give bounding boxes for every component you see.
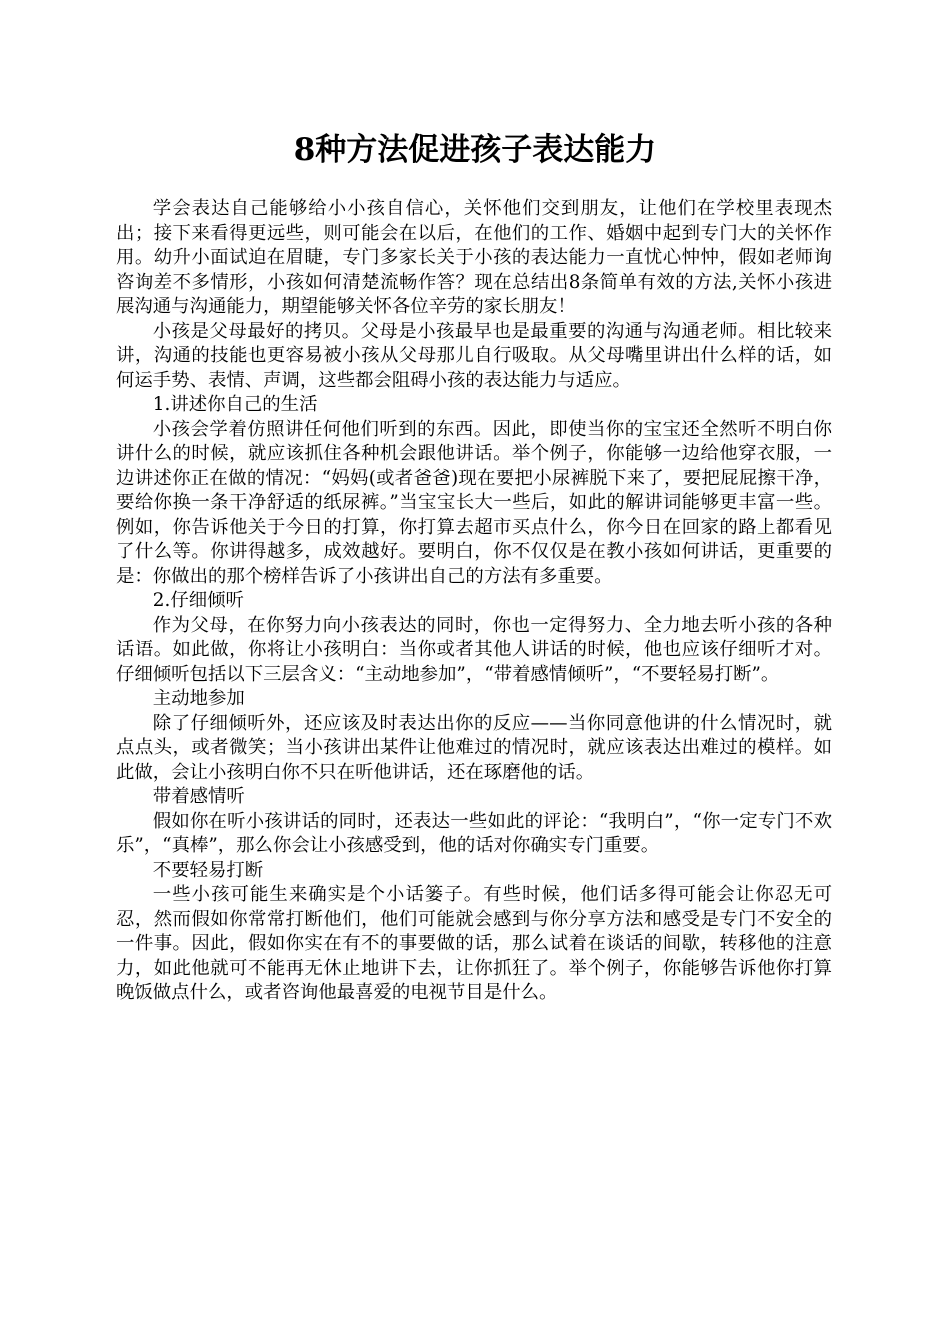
section-heading-1: 1.讲述你自己的生活 <box>152 394 318 415</box>
subheading-do-not-interrupt: 不要轻易打断 <box>152 859 264 881</box>
subheading-participate: 主动地参加 <box>152 688 245 709</box>
section-heading-2: 2.仔细倾听 <box>152 590 244 611</box>
paragraph-listen-with-feeling: 假如你在听小孩讲话的同时，还表达一些如此的评论：“我明白”，“你一定专门不欢乐”，“真棒”，那么你会让小孩感受到，他的话对你确实专门重要。 <box>116 810 832 856</box>
paragraph-participate: 除了仔细倾听外，还应该及时表达出你的反应——当你同意他讲的什么情况时，就点点头，或者微笑；当小孩讲出某件让他难过的情况时，就应该表达出难过的模样。如此做，会让小孩明白你不只在听他讲话，还在琢磨他的话。 <box>116 712 832 783</box>
paragraph-narrate-life: 小孩会学着仿照讲任何他们听到的东西。因此，即使当你的宝宝还全然听不明白你讲什么的时候，就应该抓住各种机会跟他讲话。举个例子，你能够一边给他穿衣服，一边讲述你正在做的情况：“妈妈(或者爸爸)现在要把小尿裤脱下来了，要把屁屁擦干净，要给你换一条干净舒适的纸尿裤。”当宝宝长大一些后，如此的解讲词能够更丰富一些。例如，你告诉他关于今日的打算，你打算去超市买点什么，你今日在回家的路上都看见了什么等。你讲得越多，成效越好。要明白，你不仅仅是在教小孩如何讲话，更重要的是：你做出的那个榜样告诉了小孩讲出自己的方法有多重要。 <box>116 418 832 587</box>
paragraph-parents-copy: 小孩是父母最好的拷贝。父母是小孩最早也是最重要的沟通与沟通老师。相比较来讲，沟通的技能也更容易被小孩从父母那儿自行吸取。从父母嘴里讲出什么样的话，如何运手势、表情、声调，这些都会阻碍小孩的表达能力与适应。 <box>116 320 832 391</box>
document-title: 8种方法促进孩子表达能力 <box>293 132 657 168</box>
paragraph-intro: 学会表达自己能够给小小孩自信心，关怀他们交到朋友，让他们在学校里表现杰出；接下来看得更远些，则可能会在以后，在他们的工作、婚姻中起到专门大的关怀作用。幼升小面试迫在眉睫，专门多家长关于小孩的表达能力一直忧心忡忡，假如老师询咨询差不多情形，小孩如何清楚流畅作答？现在总结出8条简单有效的方法,关怀小孩进展沟通与沟通能力，期望能够关怀各位辛劳的家长朋友！ <box>116 198 832 317</box>
paragraph-do-not-interrupt: 一些小孩可能生来确实是个小话篓子。有些时候，他们话多得可能会让你忍无可忍，然而假如你常常打断他们，他们可能就会感到与你分享方法和感受是专门不安全的一件事。因此，假如你实在有不的事要做的话，那么试着在谈话的间歇，转移他的注意力，如此他就可不能再无休止地讲下去，让你抓狂了。举个例子，你能够告诉他你打算晚饭做点什么，或者咨询他最喜爱的电视节目是什么。 <box>116 884 832 1003</box>
paragraph-listen-carefully: 作为父母，在你努力向小孩表达的同时，你也一定得努力、全力地去听小孩的各种话语。如此做，你将让小孩明白：当你或者其他人讲话的时候，他也应该仔细听才对。仔细倾听包括以下三层含义：“主动地参加”，“带着感情倾听”，“不要轻易打断”。 <box>116 614 832 685</box>
subheading-listen-with-feeling: 带着感情听 <box>152 786 245 807</box>
document-body <box>116 197 832 1006</box>
